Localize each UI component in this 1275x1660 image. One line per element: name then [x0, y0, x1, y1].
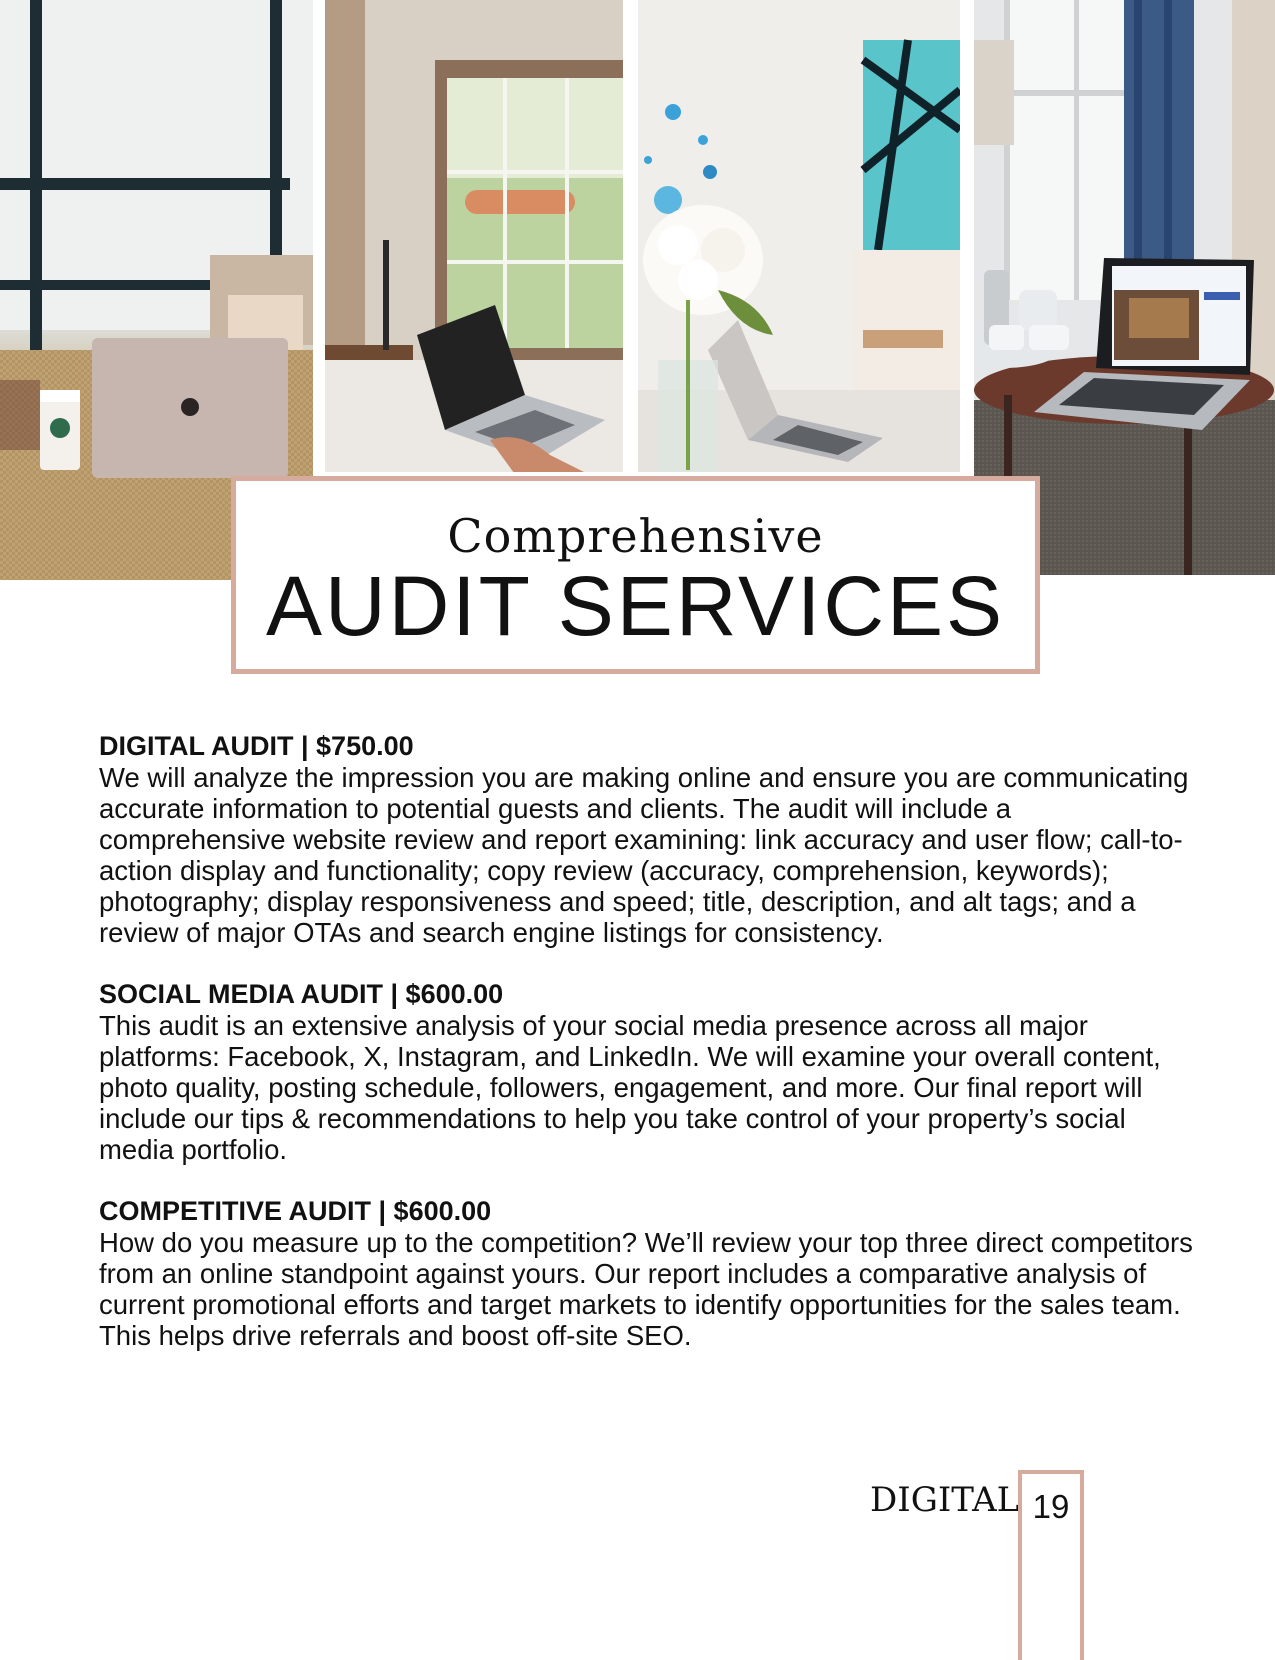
service-description: We will analyze the impression you are making online and ensure you are communicating accurate information to potential guests and clients. The audit will include a comprehensive website review and report examining: link accuracy and user flow; call-to-action display and functionality; copy review (accuracy, comprehension, keywords); photography; display responsiveness and speed; title, description, and alt tags; and a review of major OTAs and search engine listings for consistency.	[99, 762, 1189, 948]
laptop-with-flowers-photo	[638, 0, 960, 472]
service-heading: COMPETITIVE AUDIT | $600.00	[99, 1196, 492, 1226]
services-content	[99, 731, 1199, 1382]
footer-section-label: DIGITAL	[870, 1480, 1020, 1520]
service-description: This audit is an extensive analysis of your social media presence across all major platforms: Facebook, X, Instagram, and LinkedIn. We will examine your overall content, photo quality, posting schedule, followers, engagement, and more. Our final report will include our tips & recommendations to help you take control of your property’s social media portfolio.	[99, 1010, 1161, 1165]
service-section-digital-audit	[99, 731, 1199, 948]
service-section-social-media-audit	[99, 979, 1199, 1165]
service-description: How do you measure up to the competition? We’ll review your top three direct competitors from an online standpoint against yours. Our report includes a comparative analysis of current promotional efforts and target markets to identify opportunities for the sales team. This helps drive referrals and boost off-site SEO.	[99, 1227, 1193, 1351]
laptop-by-window-photo	[325, 0, 623, 472]
title-script: Comprehensive	[447, 509, 824, 563]
service-heading: DIGITAL AUDIT | $750.00	[99, 731, 414, 761]
page-number: 19	[1032, 1488, 1070, 1525]
page-title: AUDIT SERVICES	[265, 559, 1006, 653]
service-section-competitive-audit	[99, 1196, 1199, 1351]
title-box	[231, 476, 1040, 674]
page-number-box	[1018, 1470, 1084, 1660]
service-heading: SOCIAL MEDIA AUDIT | $600.00	[99, 979, 504, 1009]
